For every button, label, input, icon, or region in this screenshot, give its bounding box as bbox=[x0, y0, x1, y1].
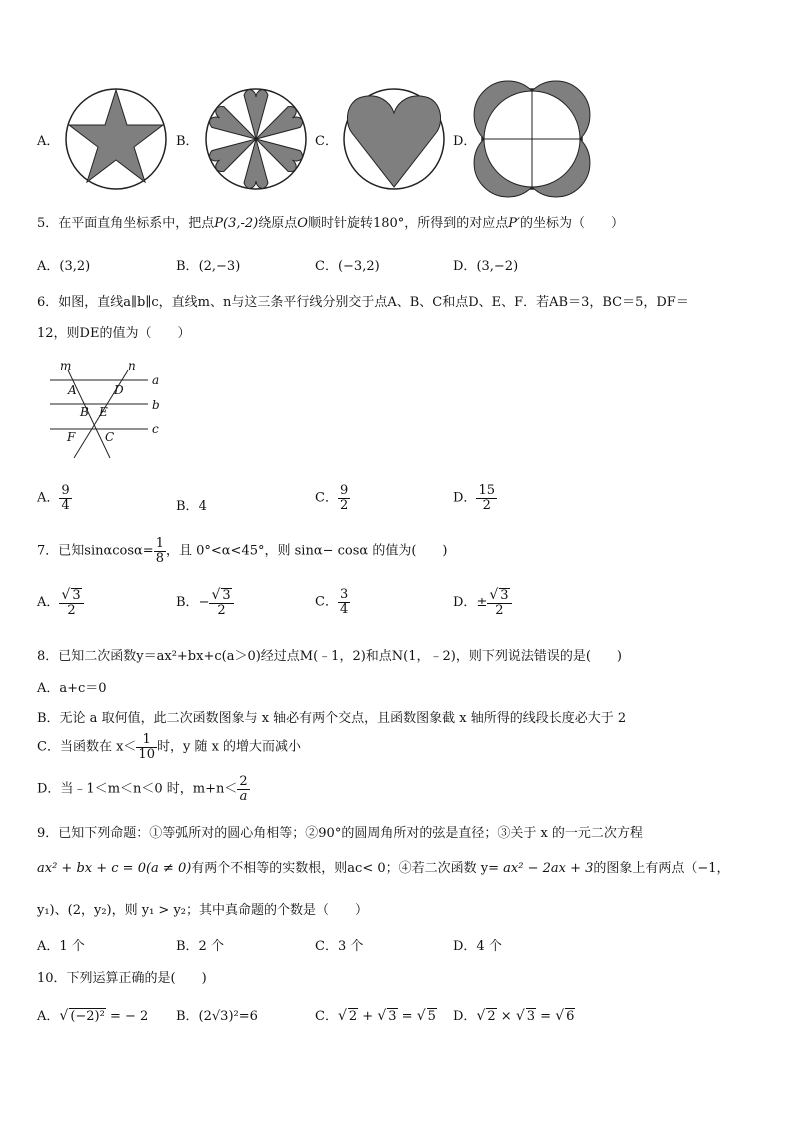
q5-origin: O bbox=[297, 216, 308, 231]
fig-label-C: C bbox=[105, 430, 115, 444]
star-in-circle-icon[interactable] bbox=[64, 87, 168, 191]
fig-label-E: E bbox=[99, 405, 108, 419]
fig-label-B: B bbox=[80, 405, 89, 419]
heart-petal-flower-in-circle-icon[interactable] bbox=[204, 87, 308, 191]
q5-stem-text-d: 的坐标为（ ） bbox=[519, 216, 624, 231]
q5-stem bbox=[37, 212, 624, 231]
q9-option-a[interactable]: A．1 个 bbox=[37, 939, 85, 954]
q9-option-c[interactable]: C．3 个 bbox=[315, 939, 364, 954]
q7-option-b[interactable]: B．− $\frac{√ 3}{2}$ bbox=[176, 588, 234, 617]
q5-option-c[interactable]: C．(−3,2) bbox=[315, 259, 380, 274]
q5-point: P(3,-2) bbox=[214, 216, 259, 231]
q5-option-b[interactable]: B．(2,−3) bbox=[176, 259, 241, 274]
q6-option-d[interactable]: D． $\frac{15}{2}$ bbox=[453, 483, 495, 513]
fig-label-n: n bbox=[128, 359, 136, 373]
q5-stem-text-a: 5．在平面直角坐标系中，把点 bbox=[37, 216, 215, 231]
q8-option-d[interactable]: D．当﹣1＜m＜n＜0 时，m+n＜ $\frac{2}{a}$ bbox=[37, 774, 248, 804]
q4-option-c-label[interactable]: C． bbox=[315, 134, 338, 149]
q8-option-c[interactable]: C．当函数在 x＜ $\frac{1}{10}$ 时，y 随 x 的增大而减小 bbox=[37, 732, 302, 762]
q7-stem: 7．已知sinαcosα= $\frac{1}{8}$ ，且 0°<α<45°，则 sinα− cosα 的值为( ) bbox=[37, 536, 448, 566]
fig-label-F: F bbox=[67, 430, 76, 444]
q9-option-d[interactable]: D．4 个 bbox=[453, 939, 502, 954]
q7-option-a[interactable]: A． $\frac{√ 3}{2}$ bbox=[37, 588, 84, 617]
q7-option-c[interactable]: C． $\frac{3}{4}$ bbox=[315, 587, 349, 617]
q9-option-b[interactable]: B．2 个 bbox=[176, 939, 224, 954]
fig-label-m: m bbox=[60, 359, 72, 373]
q6-stem-line2: 12，则DE的值为（ ） bbox=[37, 326, 191, 341]
q7-option-d[interactable]: D．± $\frac{√ 3}{2}$ bbox=[453, 588, 512, 617]
q6-option-c[interactable]: C． $\frac{9}{2}$ bbox=[315, 483, 349, 513]
q8-option-a[interactable]: A．a+c＝0 bbox=[37, 681, 107, 696]
q9-stem-line1: 9．已知下列命题：①等弧所对的圆心角相等；②90°的圆周角所对的弦是直径；③关于 x 的一元二次方程 bbox=[37, 826, 643, 841]
q6-option-a[interactable]: A． $\frac{9}{4}$ bbox=[37, 483, 70, 513]
fig-label-c: c bbox=[152, 422, 159, 436]
q9-stem-line2: ax² + bx + c = 0(a ≠ 0)有两个不相等的实数根，则ac< 0；④若二次函数 y= ax² − 2ax + 3的图象上有两点（−1， bbox=[37, 861, 730, 876]
fig-label-b: b bbox=[152, 398, 160, 412]
q5-stem-text-b: 绕原点 bbox=[258, 216, 298, 231]
fig-label-D: D bbox=[114, 383, 124, 397]
q8-stem: 8．已知二次函数y＝ax²+bx+c(a＞0)经过点M(﹣1，2)和点N(1，﹣2)，则下列说法错误的是( ) bbox=[37, 649, 622, 664]
q9-stem-line3: y₁)、(2，y₂)，则 y₁ > y₂；其中真命题的个数是（ ） bbox=[37, 903, 368, 918]
fig-label-A: A bbox=[68, 383, 77, 397]
q5-image-point: P′ bbox=[508, 216, 520, 231]
q5-option-d[interactable]: D．(3,−2) bbox=[453, 259, 519, 274]
parallel-lines-figure bbox=[42, 358, 172, 463]
q4-option-d-label[interactable]: D． bbox=[453, 134, 477, 149]
q4-option-a-label[interactable]: A． bbox=[37, 134, 60, 149]
q5-option-a[interactable]: A．(3,2) bbox=[37, 259, 91, 274]
fig-label-a: a bbox=[152, 373, 160, 387]
q6-option-b[interactable]: B．4 bbox=[176, 499, 207, 514]
q5-stem-text-c: 顺时针旋转180°，所得到的对应点 bbox=[307, 216, 509, 231]
heart-in-circle-icon[interactable] bbox=[342, 87, 446, 191]
q10-option-d[interactable]: D．√ 2 × √ 3 = √ 6 bbox=[453, 1008, 575, 1024]
q6-stem-line1: 6．如图，直线a∥b∥c，直线m、n与这三条平行线分别交于点A、B、C和点D、E、F．若AB＝3，BC＝5，DF＝ bbox=[37, 295, 689, 310]
q8-option-b[interactable]: B．无论 a 取何值，此二次函数图象与 x 轴必有两个交点，且函数图象截 x 轴所得的线段长度必大于 2 bbox=[37, 711, 627, 726]
q10-option-c[interactable]: C．√ 2 + √ 3 = √ 5 bbox=[315, 1008, 436, 1024]
q10-option-a[interactable]: A．√ (−2)² = − 2 bbox=[37, 1008, 149, 1024]
q10-stem: 10．下列运算正确的是( ) bbox=[37, 971, 207, 986]
q4-option-b-label[interactable]: B． bbox=[176, 134, 199, 149]
pinwheel-in-circle-icon[interactable] bbox=[480, 87, 584, 191]
q10-option-b[interactable]: B．(2√3)²=6 bbox=[176, 1009, 258, 1024]
